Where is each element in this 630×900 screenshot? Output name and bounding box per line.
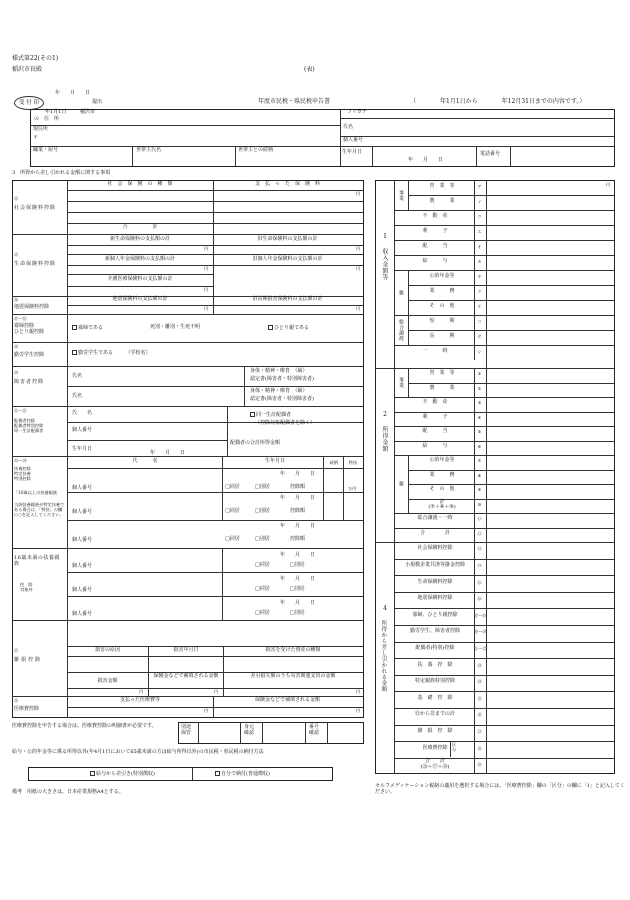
payment-method-note: 給与・公的年金等に係る所得以外(年4月1日において65歳未満の方は給与所得以外)の市民税・県民税の納付方法: [12, 749, 264, 755]
u16-my-number-1: 個人番号: [72, 563, 93, 569]
s4_rows-amount-cell-9[interactable]: [486, 691, 615, 708]
social-label: 社会保険料控除: [14, 205, 57, 211]
spouse-income: 配偶者の合計所得金額: [230, 440, 281, 446]
spouse-my-number: 個人番号: [72, 427, 93, 433]
dep-col-rel: 続柄: [329, 460, 339, 465]
disabled-cert: 認定書(障害者・特別障害者): [250, 376, 314, 382]
s1_rows-amount-cell-7[interactable]: [486, 285, 615, 300]
yen-unit: 円: [204, 246, 209, 251]
col-kind-header: 社 会 保 険 の 種 類: [107, 181, 173, 187]
s1_rows-group-総合譲渡: 総合譲渡: [398, 319, 404, 341]
name-label: 氏名: [343, 124, 354, 130]
birth-date-label: 生年月日: [342, 149, 363, 155]
s1_rows-mark-0: ア: [477, 183, 482, 189]
pension-new: 新個人年金保険料の支払額の計: [104, 256, 175, 262]
s2_rows-label-2: 不 動 産: [422, 399, 448, 406]
dep-deduct-1: 控除額: [290, 484, 306, 490]
s1_rows-label-11: 一 時: [422, 347, 448, 354]
s1_rows-group-事業: 事業: [398, 189, 404, 201]
s2_rows-mark-6: ⑦: [477, 458, 482, 464]
my-number-label: 個人番号: [343, 137, 364, 143]
s2_rows-label-11: 合 計: [419, 529, 450, 536]
spouse-same-note: （控除対象配偶者を除く）: [255, 420, 316, 426]
disabled-cert: 認定書(障害者・特別障害者): [250, 396, 314, 402]
s2_rows-amount-cell-0[interactable]: [486, 368, 615, 383]
disabled-detail: 身体・精神・療育 （級）: [250, 388, 308, 394]
yen-unit: 円: [356, 191, 361, 196]
dep-sep-2[interactable]: □別居: [255, 508, 270, 514]
address-city: 稲沢市: [80, 109, 96, 115]
s4_rows-amount-cell-8[interactable]: [486, 675, 615, 692]
yen-unit: 円: [356, 246, 361, 251]
s2_rows-mark-1: ②: [477, 385, 482, 391]
s2-label: 所得金額: [380, 426, 388, 452]
s4_rows-label-2: 生命保険料控除: [417, 578, 453, 585]
side-label: (表): [304, 66, 315, 73]
s1_rows-mark-10: サ: [477, 333, 482, 339]
medical-kubun-label: 区 分: [452, 742, 457, 753]
s1_rows-mark-6: キ: [477, 273, 482, 279]
s4_rows-mark-4: ⑰〜⑱: [474, 612, 487, 618]
widow-option-3[interactable]: ひとり親である: [268, 325, 309, 332]
quake-pay: 地震保険料の支払額の計: [112, 296, 168, 302]
s4_rows-amount-cell-3[interactable]: [486, 592, 615, 609]
dep-same-2[interactable]: □同居: [225, 508, 240, 514]
pension-old: 旧個人年金保険料の支払額の計: [252, 256, 323, 262]
s1_rows-label-7: 業 務: [429, 287, 455, 294]
s4_rows-label-8: 特定親族特別控除: [414, 678, 455, 685]
dep-sep-3[interactable]: □別居: [255, 536, 270, 542]
u16-same-2[interactable]: □同居: [255, 586, 270, 592]
s4_rows-label-0: 社会保険料控除: [417, 545, 453, 552]
dep-sep-1[interactable]: □別居: [255, 484, 270, 490]
s4_rows-label-11: 雑 損 控 除: [417, 727, 453, 734]
s2_rows-mark-9: ⑩: [477, 501, 482, 507]
s1_rows-amount-cell-6[interactable]: [486, 270, 615, 285]
s4-label: 所得から差し引かれる金額: [380, 620, 387, 692]
s2_rows-amount-cell-11[interactable]: [486, 528, 615, 543]
s1_rows-amount-cell-10[interactable]: [486, 330, 615, 345]
s4_rows-mark-1: ⑭: [477, 562, 482, 568]
s2_rows-label-9: 計 (⑦＋⑧＋⑨): [428, 498, 456, 511]
dep-deduct-3: 控除額: [290, 536, 306, 542]
s2_rows-amount-cell-5[interactable]: [486, 441, 615, 456]
s2_rows-group-雑: 雑: [398, 481, 404, 487]
quake-num: ⑯: [14, 297, 19, 302]
life-label: 生命保険料控除: [14, 261, 57, 267]
dep-col-name: 氏 名: [132, 458, 158, 464]
yen-unit: 円: [204, 266, 209, 271]
social-total: 合 計: [122, 224, 158, 230]
dep-birth-ymd: 年 月 日: [280, 495, 316, 501]
address-label: の 住 所: [34, 116, 60, 122]
s4_rows-mark-3: ⑯: [477, 596, 482, 602]
dep-same-1[interactable]: □同居: [225, 484, 240, 490]
casualty-cause: 損害の原因: [94, 647, 120, 653]
yen-unit: 円: [214, 689, 219, 694]
casualty-amount: 損害金額: [97, 678, 118, 684]
u16-birth-ymd: 年 月 日: [280, 600, 316, 606]
self-medication-note: セルフメディケーション税制の適用を選択する場合には、「医療費控除」欄の「区分」の欄に「1」と記入してください。: [375, 783, 625, 795]
yen-unit: 円: [356, 266, 361, 271]
s2_rows-amount-cell-10[interactable]: [486, 513, 615, 528]
dep-my-number-1: 個人番号: [72, 485, 93, 491]
social-num: ⑬: [14, 196, 19, 201]
s1_rows-mark-11: シ: [477, 348, 482, 354]
medical-ins: 保険金などで補填される金額: [254, 697, 320, 703]
quake-label: 地震保険料控除: [14, 304, 50, 310]
s1_rows-amount-cell-8[interactable]: [486, 300, 615, 315]
page-title: 年度市民税・県民税申告書: [258, 98, 331, 105]
s2_rows-amount-cell-4[interactable]: [486, 426, 615, 441]
s4_rows-label-5: 勤労学生、障害者控除: [409, 628, 460, 635]
pay-normal-option[interactable]: 自分で納付(普通徴収): [215, 771, 270, 778]
spouse-num: ㉑〜㉒: [14, 408, 27, 413]
s2_rows-amount-cell-9[interactable]: [486, 499, 615, 514]
life-old: 旧生命保険料の支払額の計: [257, 236, 318, 242]
casualty-label: 雑損控除: [14, 657, 43, 663]
s1_rows-label-10: 長 期: [429, 332, 455, 339]
yen-unit: 円: [139, 689, 144, 694]
receipt-stamp: 受 付 印: [14, 96, 44, 110]
furigana-label: フリガナ: [347, 109, 367, 115]
s4_rows-mark-6: ㉑〜㉒: [474, 645, 487, 651]
s1_rows-label-4: 配 当: [422, 242, 448, 249]
medical-paid: 支払った医療費等: [119, 697, 160, 703]
s2_rows-mark-4: ⑤: [477, 429, 482, 435]
s4_rows-mark-7: ㉓: [477, 662, 482, 668]
s4_rows-label-7: 扶 養 控 除: [417, 661, 453, 668]
footnote: 備考 用紙の大きさは、日本産業規格A4とする。: [12, 789, 124, 795]
life-num: ⑮: [14, 252, 19, 257]
submitted-label: 提出: [92, 99, 103, 105]
dep-col-special: 特扶: [348, 460, 358, 465]
s2_rows-label-8: そ の 他: [429, 486, 455, 493]
s1_rows-amount-cell-4[interactable]: [486, 240, 615, 255]
s1_rows-mark-4: オ: [477, 243, 482, 249]
period: （ 年1月1日から 年12月31日までの内容です。）: [410, 98, 586, 105]
u16-sep-3[interactable]: □別居: [290, 610, 305, 616]
spouse-name: 氏 名: [72, 410, 93, 416]
widow-option-2: 死別・離別・生死不明: [150, 324, 201, 330]
s1_rows-amount-cell-11[interactable]: [486, 345, 615, 360]
dep-man-yen: 万円: [348, 486, 357, 491]
s2_rows-mark-11: ⑫: [477, 530, 482, 536]
dep-label: 扶養控除 特定扶養 特別控除: [14, 466, 31, 482]
s2_rows-label-7: 業 務: [429, 471, 455, 478]
s4_rows-amount-cell-11[interactable]: [486, 725, 615, 742]
casualty-disaster: 差引損失額のうち災害関連支出の金額: [250, 673, 336, 679]
postal-mark: 〒: [33, 135, 39, 141]
s2_rows-label-6: 公的年金等: [429, 457, 455, 464]
s4_rows-mark-0: ⑬: [477, 546, 482, 552]
spouse-birth-ymd: 年 月 日: [150, 450, 186, 456]
disabled-person-1: 氏名: [72, 373, 83, 379]
col-paid-header: 支 払 っ た 保 険 料: [254, 181, 320, 187]
u16-same-1[interactable]: □同居: [255, 562, 270, 568]
s1_rows-label-5: 給 与: [422, 257, 448, 264]
under16-sub: 控 除 対象外: [20, 582, 33, 593]
s2_rows-label-0: 営 業 等: [429, 370, 455, 377]
relation-label: 世帯主との続柄: [238, 147, 274, 153]
receipt-date: 年 月 日: [55, 90, 91, 96]
s1_rows-amount-cell-9[interactable]: [486, 315, 615, 330]
yen-unit: 円: [356, 689, 361, 694]
s1_rows-amount-cell-3[interactable]: [486, 225, 615, 240]
s4_rows-amount-cell-4[interactable]: [486, 608, 615, 625]
s4_rows-amount-cell-5[interactable]: [486, 625, 615, 642]
spouse-same-option[interactable]: 同一生計配偶者: [250, 412, 291, 419]
number-check: 番号 確認: [309, 724, 320, 736]
s2_rows-mark-8: ⑨: [477, 487, 482, 493]
s1-label: 収入金額等: [380, 248, 388, 281]
s4_rows-amount-cell-1[interactable]: [486, 559, 615, 576]
addressee: 稲沢市長殿: [12, 66, 43, 73]
s1-num: 1: [383, 233, 387, 240]
s2_rows-amount-cell-6[interactable]: [486, 455, 615, 470]
s4_rows-amount-cell-2[interactable]: [486, 575, 615, 592]
quake-old: 旧長期損害保険料の支払額の計: [252, 296, 323, 302]
s4_rows-amount-cell-13[interactable]: [486, 758, 615, 775]
current-address-label: 現住所: [33, 126, 49, 132]
s4_rows-label-10: ⑬から㉕までの計: [414, 711, 455, 718]
occupation-label: 職業・屋号: [33, 147, 59, 153]
s2_rows-label-3: 利 子: [422, 413, 448, 420]
s4_rows-label-13: 合 計 (㉖＋㉗＋㉘): [420, 757, 450, 770]
pay-special-option[interactable]: 給与から差引き(特別徴収): [90, 771, 155, 778]
disabled-num: ⑳: [14, 370, 19, 375]
widow-option-1[interactable]: 寡婦である: [72, 325, 103, 332]
s1_rows-mark-2: ウ: [477, 213, 482, 219]
dep-my-number-2: 個人番号: [72, 509, 93, 515]
s1_rows-label-1: 農 業: [429, 197, 455, 204]
s1_rows-mark-9: コ: [477, 318, 482, 324]
u16-birth-ymd: 年 月 日: [280, 576, 316, 582]
section3-heading: 3 所得から差し引かれる金額に関する事項: [12, 170, 111, 176]
s4_rows-mark-9: ㉕: [477, 695, 482, 701]
disabled-detail: 身体・精神・療育 （級）: [250, 368, 308, 374]
identity-check: 身元 確認: [244, 724, 255, 736]
s4_rows-label-12: 医療費控除: [422, 744, 448, 751]
s1_rows-mark-7: ク: [477, 288, 482, 294]
casualty-insurance: 保険金などで補填される金額: [153, 673, 219, 679]
s2_rows-group-事業: 事業: [398, 377, 404, 388]
dep-col-birth: 生年月日: [264, 458, 285, 464]
s2_rows-mark-3: ④: [477, 414, 482, 420]
medical-label: 医療費控除: [14, 706, 40, 712]
s2_rows-amount-cell-3[interactable]: [486, 412, 615, 427]
widow-label: 寡婦控除 ひとり親控除: [14, 323, 45, 335]
casualty-type: 損害を受けた資産の種類: [265, 647, 321, 653]
u16-sep-2[interactable]: □別居: [290, 586, 305, 592]
dep-num: ㉓〜㉔: [14, 458, 27, 463]
s4_rows-label-6: 配偶者(特別)控除: [415, 644, 455, 651]
s4_rows-mark-2: ⑮: [477, 579, 482, 585]
student-num: ⑲: [14, 344, 19, 349]
s1_rows-mark-8: ケ: [477, 303, 482, 309]
student-label: 勤労学生控除: [14, 352, 45, 358]
dep-over16: 「16歳以上の扶養親族: [14, 490, 58, 495]
s4_rows-label-3: 地震保険料控除: [417, 595, 453, 602]
s2_rows-mark-10: ⑪: [477, 516, 482, 522]
s1_rows-amount-cell-5[interactable]: [486, 255, 615, 270]
s4_rows-amount-cell-7[interactable]: [486, 658, 615, 675]
s2_rows-amount-cell-1[interactable]: [486, 383, 615, 398]
s4_rows-mark-5: ⑲〜⑳: [474, 629, 487, 635]
s1_rows-label-0: 営 業 等: [429, 182, 455, 189]
form-number: 様式第22(その1): [12, 55, 59, 62]
s1_rows-mark-3: エ: [477, 228, 482, 234]
life-new: 新生命保険料の支払額の計: [109, 236, 170, 242]
dep-note: 当該扶養親族が特定扶養である場合は、「特扶」の欄に○を記入してください。: [14, 502, 65, 518]
u16-my-number-3: 個人番号: [72, 611, 93, 617]
medical-num: ㉘: [14, 698, 19, 703]
u16-my-number-2: 個人番号: [72, 587, 93, 593]
s2_rows-label-10: 総合譲渡・一時: [417, 515, 453, 522]
householder-label: 世帯主氏名: [136, 147, 162, 153]
yen-unit: 円: [204, 287, 209, 292]
under16-label: 16歳未満の扶養親族: [14, 555, 60, 567]
s4_rows-label-4: 寡婦、ひとり親控除: [412, 611, 458, 618]
s2_rows-mark-0: ①: [477, 371, 482, 377]
s1_rows-amount-cell-2[interactable]: [486, 210, 615, 225]
casualty-num: ㉗: [14, 648, 19, 653]
s4_rows-mark-10: ㉖: [477, 712, 482, 718]
s2_rows-amount-cell-8[interactable]: [486, 484, 615, 499]
dep-same-3[interactable]: □同居: [225, 536, 240, 542]
s2_rows-mark-5: ⑥: [477, 443, 482, 449]
s1_rows-mark-1: イ: [477, 198, 482, 204]
disabled-person-2: 氏名: [72, 393, 83, 399]
widow-num: ⑰〜⑱: [14, 316, 27, 321]
s4_rows-amount-cell-12[interactable]: [486, 741, 615, 758]
spouse-label: 配偶者控除 配偶者特別控除 同一生計配偶者: [14, 418, 44, 434]
u16-birth-ymd: 年 月 日: [280, 552, 316, 558]
s4_rows-label-1: 小規模企業共済等掛金控除: [404, 561, 465, 568]
dep-my-number-3: 個人番号: [72, 537, 93, 543]
s2_rows-mark-2: ③: [477, 400, 482, 406]
address-jan1-label: 年1月1日: [45, 109, 67, 115]
s1_rows-amount-cell-1[interactable]: [486, 195, 615, 210]
s2_rows-mark-7: ⑧: [477, 472, 482, 478]
s4_rows-amount-cell-6[interactable]: [486, 642, 615, 659]
dep-deduct-2: 控除額: [290, 508, 306, 514]
s1_rows-label-2: 不 動 産: [422, 212, 448, 219]
spouse-birth: 生年月日: [72, 446, 93, 452]
right-yen: 円: [606, 182, 611, 187]
birth-ymd: 年 月 日: [408, 157, 444, 163]
payment-method-box: [28, 767, 333, 781]
yen-unit: 円: [204, 306, 209, 311]
s2_rows-amount-cell-2[interactable]: [486, 397, 615, 412]
yen-unit: 円: [356, 708, 361, 713]
s4_rows-label-9: 基 礎 控 除: [417, 694, 453, 701]
medical-note: 医療費控除を申告する場合は、医療費控除の明細書が必要です。: [12, 723, 157, 729]
s1_rows-group-雑: 雑: [398, 289, 404, 296]
s1_rows-label-6: 公的年金等: [429, 272, 455, 279]
s2_rows-label-1: 農 業: [429, 384, 455, 391]
s2-num: 2: [383, 411, 387, 418]
phone-label: 電話番号: [480, 151, 501, 157]
s1_rows-label-8: そ の 他: [429, 302, 455, 309]
s4_rows-mark-11: ㉗: [477, 728, 482, 734]
dep-birth-ymd: 年 月 日: [280, 471, 316, 477]
s4_rows-mark-8: ㉔: [477, 679, 482, 685]
s4_rows-mark-12: ㉘: [477, 745, 482, 751]
s2_rows-label-5: 給 与: [422, 442, 448, 449]
s4_rows-amount-cell-0[interactable]: [486, 542, 615, 559]
disabled-label: 障害者控除: [14, 379, 45, 385]
s1_rows-mark-5: カ: [477, 258, 482, 264]
s1_rows-label-9: 短 期: [429, 317, 455, 324]
separate-keep: 別途 保管: [181, 724, 192, 736]
s1_rows-label-3: 利 子: [422, 227, 448, 234]
s1_rows-amount-cell-0[interactable]: [486, 180, 615, 195]
u16-same-3[interactable]: □同居: [255, 610, 270, 616]
u16-sep-1[interactable]: □別居: [290, 562, 305, 568]
student-option[interactable]: 勤労学生である （学校名）: [72, 350, 151, 357]
dep-birth-ymd: 年 月 日: [280, 523, 316, 529]
s4_rows-amount-cell-10[interactable]: [486, 708, 615, 725]
s2_rows-amount-cell-7[interactable]: [486, 470, 615, 485]
s2_rows-label-4: 配 当: [422, 428, 448, 435]
s4-num: 4: [383, 605, 387, 612]
office-use-box: [178, 722, 364, 744]
yen-unit: 円: [204, 708, 209, 713]
yen-unit: 円: [356, 306, 361, 311]
care-insurance: 介護医療保険料の支払額の計: [107, 276, 173, 282]
casualty-date: 損害年月日: [173, 647, 199, 653]
s4_rows-mark-13: ㉙: [477, 762, 482, 768]
